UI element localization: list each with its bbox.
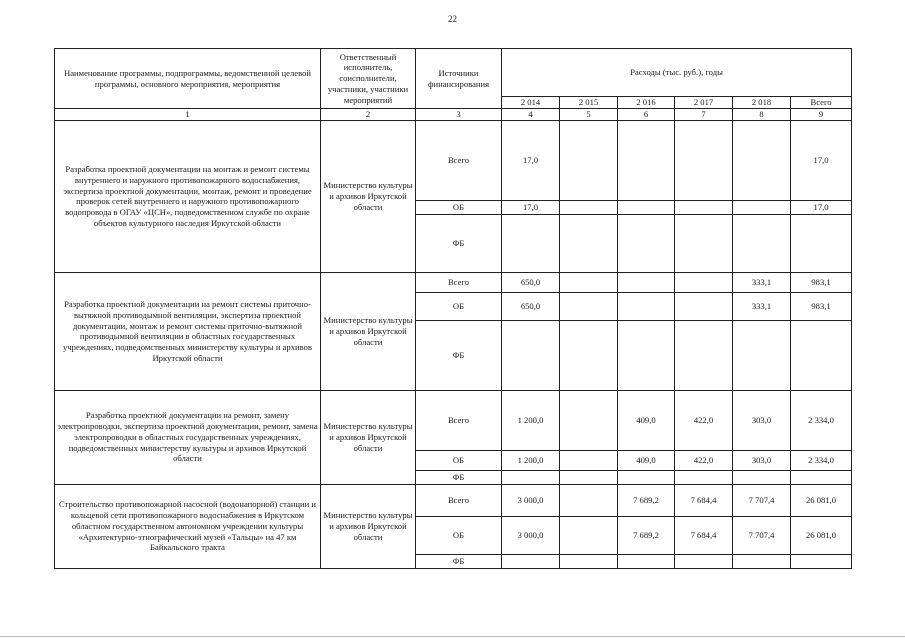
value-2015 bbox=[560, 320, 618, 390]
column-number: 5 bbox=[560, 109, 618, 121]
value-2018: 7 707,4 bbox=[733, 516, 791, 554]
value-2017 bbox=[675, 292, 733, 320]
column-number: 8 bbox=[733, 109, 791, 121]
header-total: Всего bbox=[791, 97, 852, 109]
header-year: 2 014 bbox=[502, 97, 560, 109]
value-2014 bbox=[502, 320, 560, 390]
value-2015 bbox=[560, 200, 618, 214]
value-total: 983,1 bbox=[791, 292, 852, 320]
value-2014: 1 200,0 bbox=[502, 450, 560, 470]
value-total: 17,0 bbox=[791, 120, 852, 200]
responsible-executor: Министерство культуры и архивов Иркутской области bbox=[321, 272, 416, 390]
value-2017 bbox=[675, 554, 733, 568]
funding-source: ФБ bbox=[416, 470, 502, 484]
column-number: 6 bbox=[618, 109, 675, 121]
value-2016: 7 689,2 bbox=[618, 484, 675, 516]
page-bottom-edge bbox=[0, 636, 905, 637]
funding-source: Всего bbox=[416, 120, 502, 200]
funding-source: ФБ bbox=[416, 214, 502, 272]
value-2017 bbox=[675, 320, 733, 390]
value-2018 bbox=[733, 554, 791, 568]
value-2018: 303,0 bbox=[733, 450, 791, 470]
budget-table bbox=[54, 48, 852, 569]
funding-source: ФБ bbox=[416, 554, 502, 568]
activity-name: Строительство противопожарной насосной (водонапорной) станции и кольцевой сети противопожарного водоснабжения в Иркутском областном государственном автономном учреждении культуры «Архитектурно-этнографический музей «Тальцы» на 47 км Байкальского тракта bbox=[55, 484, 321, 568]
funding-source: ОБ bbox=[416, 450, 502, 470]
value-2016 bbox=[618, 120, 675, 200]
page-number: 22 bbox=[448, 14, 457, 24]
value-2016: 7 689,2 bbox=[618, 516, 675, 554]
activity-name: Разработка проектной документации на ремонт, замену электропроводки, экспертиза проектной документации, ремонт, замена электропроводки в областных государственных учреждениях, подведомственных министерству культуры и архивов Иркутской области bbox=[55, 390, 321, 484]
value-2018: 303,0 bbox=[733, 390, 791, 450]
value-2018 bbox=[733, 320, 791, 390]
value-2015 bbox=[560, 120, 618, 200]
value-2014: 17,0 bbox=[502, 200, 560, 214]
value-2014: 1 200,0 bbox=[502, 390, 560, 450]
header-source: Источники финансирования bbox=[416, 49, 502, 109]
value-2015 bbox=[560, 516, 618, 554]
value-2017 bbox=[675, 120, 733, 200]
value-2016: 409,0 bbox=[618, 450, 675, 470]
value-2016 bbox=[618, 272, 675, 292]
value-2017 bbox=[675, 214, 733, 272]
column-number: 3 bbox=[416, 109, 502, 121]
activity-name: Разработка проектной документации на ремонт системы приточно-вытяжной противодымной вентиляции, экспертиза проектной документации, монтаж и ремонт системы приточно-вытяжной противодымной вентиляции в областных государственных учреждениях, подведомственных министерству культуры и архивов Иркутской области bbox=[55, 272, 321, 390]
value-2018 bbox=[733, 120, 791, 200]
value-total: 983,1 bbox=[791, 272, 852, 292]
value-2017: 422,0 bbox=[675, 450, 733, 470]
value-2016 bbox=[618, 200, 675, 214]
header-year: 2 017 bbox=[675, 97, 733, 109]
value-total bbox=[791, 320, 852, 390]
value-2014: 17,0 bbox=[502, 120, 560, 200]
value-2017 bbox=[675, 470, 733, 484]
table-row bbox=[55, 272, 852, 292]
value-2014 bbox=[502, 470, 560, 484]
value-2018 bbox=[733, 470, 791, 484]
funding-source: Всего bbox=[416, 390, 502, 450]
table-row bbox=[55, 484, 852, 516]
value-2014: 650,0 bbox=[502, 272, 560, 292]
value-2015 bbox=[560, 272, 618, 292]
value-2015 bbox=[560, 554, 618, 568]
value-2014: 3 000,0 bbox=[502, 484, 560, 516]
value-2016 bbox=[618, 320, 675, 390]
value-2016 bbox=[618, 554, 675, 568]
responsible-executor: Министерство культуры и архивов Иркутской области bbox=[321, 484, 416, 568]
value-2016 bbox=[618, 470, 675, 484]
value-total: 17,0 bbox=[791, 200, 852, 214]
value-2014: 3 000,0 bbox=[502, 516, 560, 554]
value-2015 bbox=[560, 484, 618, 516]
value-2015 bbox=[560, 390, 618, 450]
funding-source: ФБ bbox=[416, 320, 502, 390]
value-2015 bbox=[560, 292, 618, 320]
value-2014 bbox=[502, 214, 560, 272]
value-2015 bbox=[560, 214, 618, 272]
header-year: 2 016 bbox=[618, 97, 675, 109]
value-total bbox=[791, 470, 852, 484]
funding-source: Всего bbox=[416, 272, 502, 292]
funding-source: Всего bbox=[416, 484, 502, 516]
value-2018 bbox=[733, 214, 791, 272]
column-number: 2 bbox=[321, 109, 416, 121]
value-2018: 7 707,4 bbox=[733, 484, 791, 516]
value-total bbox=[791, 214, 852, 272]
column-number: 1 bbox=[55, 109, 321, 121]
value-2017: 422,0 bbox=[675, 390, 733, 450]
header-year: 2 015 bbox=[560, 97, 618, 109]
responsible-executor: Министерство культуры и архивов Иркутской области bbox=[321, 120, 416, 272]
value-total: 2 334,0 bbox=[791, 390, 852, 450]
table-row bbox=[55, 390, 852, 450]
header-responsible: Ответственный исполнитель, соисполнители, участники, участники мероприятий bbox=[321, 49, 416, 109]
funding-source: ОБ bbox=[416, 292, 502, 320]
value-2017: 7 684,4 bbox=[675, 484, 733, 516]
value-total: 26 081,0 bbox=[791, 484, 852, 516]
value-2015 bbox=[560, 470, 618, 484]
value-2014: 650,0 bbox=[502, 292, 560, 320]
funding-source: ОБ bbox=[416, 200, 502, 214]
value-2014 bbox=[502, 554, 560, 568]
responsible-executor: Министерство культуры и архивов Иркутской области bbox=[321, 390, 416, 484]
value-2017: 7 684,4 bbox=[675, 516, 733, 554]
value-2018: 333,1 bbox=[733, 272, 791, 292]
value-2015 bbox=[560, 450, 618, 470]
value-total: 2 334,0 bbox=[791, 450, 852, 470]
value-2017 bbox=[675, 272, 733, 292]
value-2016 bbox=[618, 292, 675, 320]
value-2016 bbox=[618, 214, 675, 272]
header-name: Наименование программы, подпрограммы, ведомственной целевой программы, основного мероприятия, мероприятия bbox=[55, 49, 321, 109]
value-2018 bbox=[733, 200, 791, 214]
table-row bbox=[55, 120, 852, 200]
value-total: 26 081,0 bbox=[791, 516, 852, 554]
value-2016: 409,0 bbox=[618, 390, 675, 450]
activity-name: Разработка проектной документации на монтаж и ремонт системы внутреннего и наружного противопожарного водоснабжения, экспертиза проектной документации, монтаж, ремонт и проведение проверок сетей внутреннего и наружного противопожарного водопровода в ОГАУ «ЦСН», подведомственном службе по охране объектов культурного наследия Иркутской области bbox=[55, 120, 321, 272]
value-total bbox=[791, 554, 852, 568]
header-year: 2 018 bbox=[733, 97, 791, 109]
column-number: 7 bbox=[675, 109, 733, 121]
column-number: 9 bbox=[791, 109, 852, 121]
header-costs: Расходы (тыс. руб.), годы bbox=[502, 49, 852, 97]
value-2018: 333,1 bbox=[733, 292, 791, 320]
value-2017 bbox=[675, 200, 733, 214]
funding-source: ОБ bbox=[416, 516, 502, 554]
column-number: 4 bbox=[502, 109, 560, 121]
